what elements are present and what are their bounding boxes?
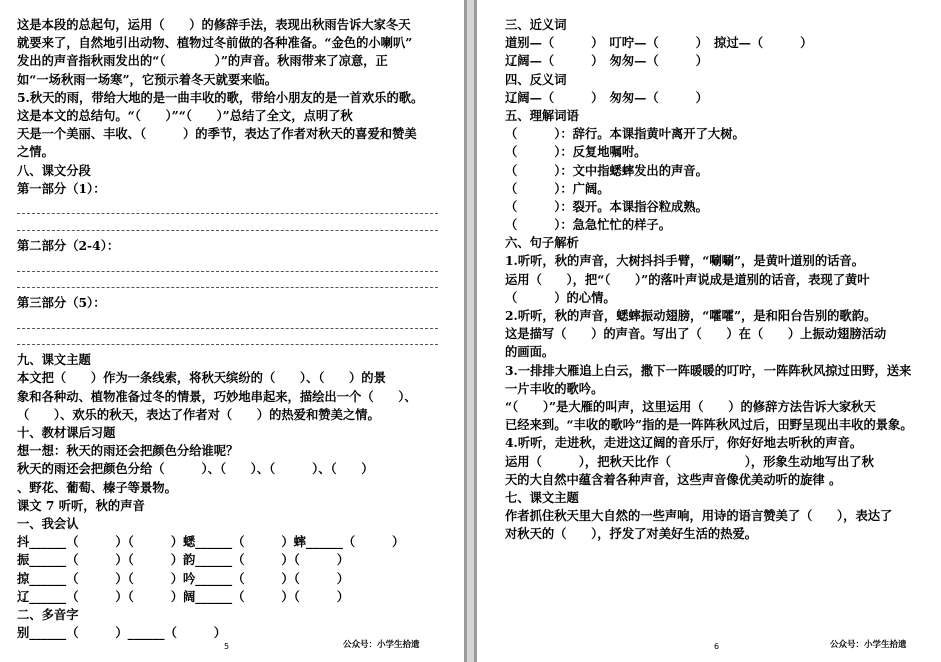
text-line: 4.听听，走进秋，走进这辽阔的音乐厅，你好好地去听秋的声音。	[505, 435, 863, 451]
section-heading: 二、多音字	[17, 606, 79, 622]
left-page	[0, 0, 464, 662]
text-line: 对秋天的（ ），抒发了对美好生活的热爱。	[505, 526, 758, 542]
answer-line	[17, 272, 438, 289]
right-page-content	[505, 16, 925, 543]
left-lines-a	[17, 16, 442, 180]
text-line: （ ）：辞行。本课指黄叶离开了大树。	[505, 126, 745, 142]
text-line: （ ）：急急忙忙的样子。	[505, 217, 672, 233]
left-page-content	[17, 16, 442, 642]
section-heading: 九、课文主题	[17, 352, 91, 368]
text-line: （ ）、欢乐的秋天，表达了作者对（ ）的热爱和赞美之情。	[17, 406, 380, 422]
text-line: （ ）：裂开。本课指谷粒成熟。	[505, 198, 708, 214]
text-line: 这是本段的总起句，运用（ ）的修辞手法，表现出秋雨告诉大家冬天	[17, 17, 411, 32]
text-line: 就要来了，自然地引出动物、植物过冬前做的各种准备。“金色的小喇叭”	[17, 35, 413, 51]
exercise-line: 振______（ ）（ ）韵______（ ）（ ）	[17, 552, 350, 568]
answer-line	[17, 198, 438, 215]
lesson-title: 课文 7 听听，秋的声音	[17, 497, 145, 513]
text-line: 辽阔—（ ） 匆匆—（ ）	[505, 89, 708, 105]
text-line: 的画面。	[505, 344, 555, 360]
page-footer: 公众号：小学生拾遗	[830, 640, 907, 650]
text-line: 运用（ ），把“（ ）”的落叶声说成是道别的话音，表现了黄叶	[505, 271, 870, 287]
section-heading: 四、反义词	[505, 71, 567, 87]
text-line: 1.听听，秋的声音，大树抖抖手臂，“唰唰”，是黄叶道别的话音。	[505, 253, 865, 269]
exercise-line: 掠______（ ）（ ）吟______（ ）（ ）	[17, 570, 350, 586]
section-heading: 七、课文主题	[505, 489, 579, 505]
answer-line	[17, 329, 438, 346]
text-line: （ ）：广阔。	[505, 180, 610, 196]
section-heading: 六、句子解析	[505, 235, 579, 251]
text-line: 这是描写（ ）的声音。写出了（ ）在（ ）上振动翅膀活动	[505, 326, 887, 342]
section-heading: 三、近义词	[505, 17, 567, 32]
text-line: 天是一个美丽、丰收、（ ）的季节，表达了作者对秋天的喜爱和赞美	[17, 126, 417, 142]
text-line: 作者抓住秋天里大自然的一些声响，用诗的语言赞美了（ ），表达了	[505, 508, 893, 524]
part3-label: 第三部分（5）：	[17, 295, 106, 311]
text-line: 本文把（ ）作为一条线索，将秋天缤纷的（ ）、（ ）的景	[17, 370, 386, 386]
text-line: 5.秋天的雨，带给大地的是一曲丰收的歌，带给小朋友的是一首欢乐的歌。	[17, 89, 424, 105]
answer-line	[17, 312, 438, 329]
text-line: 如“一场秋雨一场寒”，它预示着冬天就要来临。	[17, 71, 278, 87]
text-line: 道别—（ ） 叮咛—（ ） 掠过—（ ）	[505, 35, 813, 51]
text-line: “（ ）”是大雁的叫声，这里运用（ ）的修辞方法告诉大家秋天	[505, 398, 876, 414]
exercise-line: 抖______（ ）（ ）蟋______（ ）蟀______（ ）	[17, 534, 405, 550]
part2-label: 第二部分（2-4）：	[17, 237, 120, 253]
page-number: 6	[714, 642, 720, 651]
page-number: 5	[224, 642, 230, 651]
answer-line	[17, 255, 438, 272]
section-heading: 八、课文分段	[17, 162, 91, 178]
text-line: 辽阔—（ ） 匆匆—（ ）	[505, 53, 708, 69]
text-line: 、野花、葡萄、榛子等景物。	[17, 479, 177, 495]
text-line: 天的大自然中蕴含着各种声音，这些声音像优美动听的旋律 。	[505, 471, 842, 487]
text-line: 已经来到。“丰收的歌吟”指的是一阵阵秋风过后，田野呈现出丰收的景象。	[505, 417, 913, 433]
text-line: 3.一排排大雁追上白云，撒下一阵暖暖的叮咛，一阵阵秋风掠过田野，送来	[505, 362, 912, 378]
answer-line	[17, 214, 438, 231]
right-page	[477, 0, 941, 662]
exercise-line: 别______（ ）______（ ）	[17, 625, 227, 641]
text-line: 想一想：秋天的雨还会把颜色分给谁呢？	[17, 443, 239, 459]
left-lines-b	[17, 351, 442, 642]
text-line: 2.听听，秋的声音，蟋蟀振动翅膀，“嚯嚯”，是和阳台告别的歌韵。	[505, 308, 877, 323]
text-line: （ ）：文中指蟋蟀发出的声音。	[505, 162, 708, 178]
part1-label: 第一部分（1）：	[17, 180, 106, 196]
text-line: 运用（ ），把秋天比作（ ），形象生动地写出了秋	[505, 453, 874, 469]
page-divider	[464, 0, 477, 662]
text-line: 之情。	[17, 144, 54, 160]
text-line: 秋天的雨还会把颜色分给（ ）、（ ）、（ ）、（ ）	[17, 461, 374, 477]
page-footer: 公众号：小学生拾遗	[343, 640, 420, 650]
section-heading: 十、教材课后习题	[17, 425, 116, 440]
text-line: 象和各种动、植物准备过冬的情景，巧妙地串起来，描绘出一个（ ）、	[17, 388, 417, 404]
text-line: （ ）：反复地嘱咐。	[505, 144, 647, 160]
text-line: 发出的声音指秋雨发出的“（ ）”的声音。秋雨带来了凉意，正	[17, 53, 388, 69]
text-line: 一片丰收的歌吟。	[505, 380, 604, 396]
section-heading: 五、理解词语	[505, 107, 579, 123]
section-heading: 一、我会认	[17, 515, 79, 531]
text-line: （ ）的心情。	[505, 289, 616, 305]
exercise-line: 辽______（ ）（ ）阔______（ ）（ ）	[17, 588, 350, 604]
text-line: 这是本文的总结句。“（ ）”“（ ）”总结了全文，点明了秋	[17, 107, 353, 123]
